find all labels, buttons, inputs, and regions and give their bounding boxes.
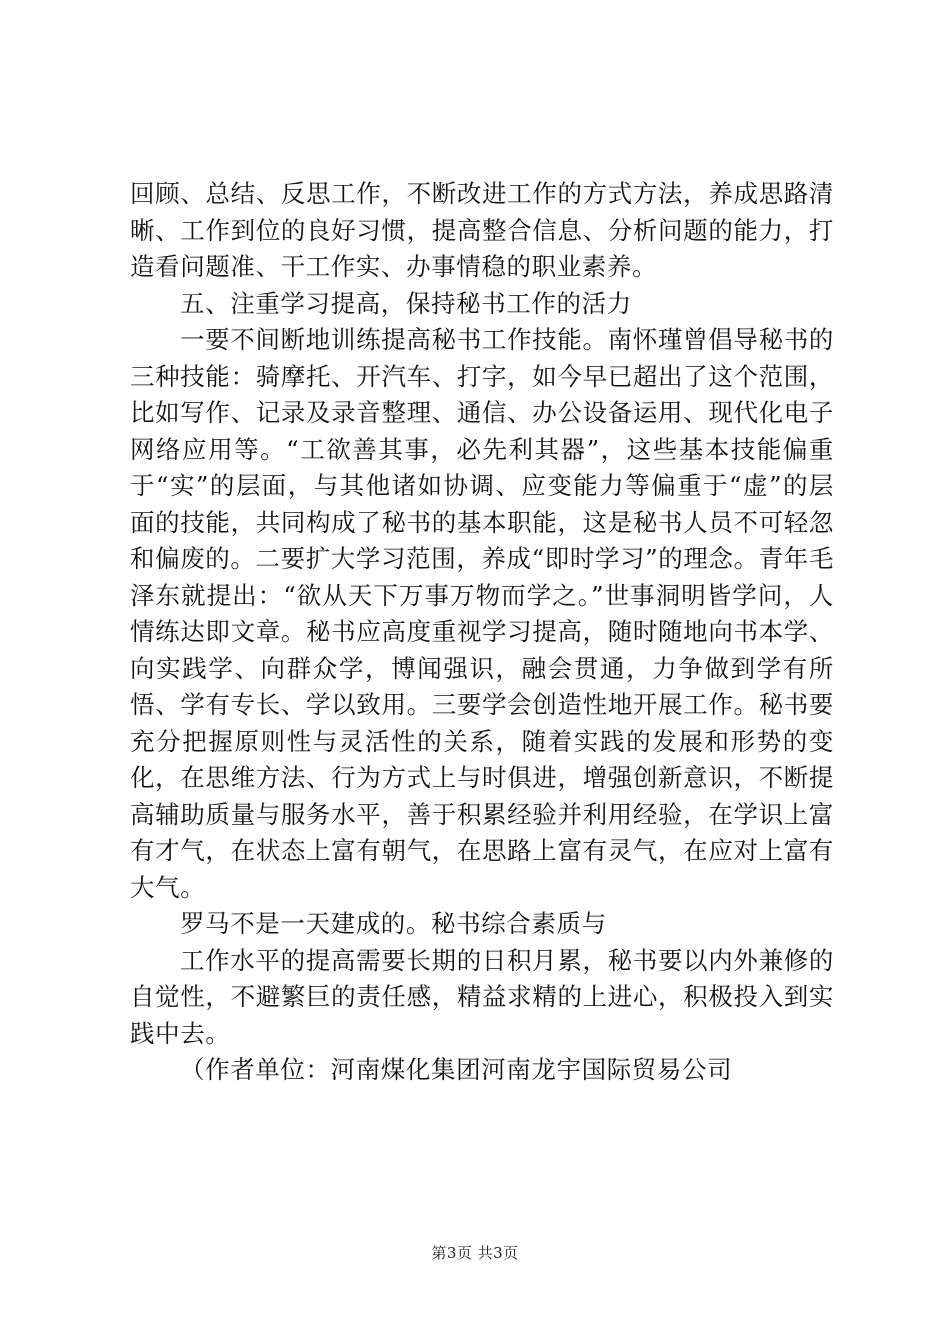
section-heading: 五、注重学习提高，保持秘书工作的活力 <box>180 288 632 318</box>
author-affiliation: （作者单位：河南煤化集团河南龙宇国际贸易公司 <box>180 1055 733 1084</box>
paragraph-1: 回顾、总结、反思工作，不断改进工作的方式方法，养成思路清晰、工作到位的良好习惯，提高整合信息、分析问题的能力，打造看问题准、干工作实、办事情稳的职业素养。 <box>130 179 834 281</box>
paragraph-4: 罗马不是一天建成的。秘书综合素质与 <box>180 909 607 938</box>
page-number-footer: 第3页 共3页 <box>431 1244 519 1262</box>
paragraph-5: 工作水平的提高需要长期的日积月累，秘书要以内外兼修的自觉性，不避繁巨的责任感，精益求精的上进心，积极投入到实践中去。 <box>130 945 834 1048</box>
document-body <box>130 176 834 1089</box>
paragraph-3: 一要不间断地训练提高秘书工作技能。南怀瑾曾倡导秘书的三种技能：骑摩托、开汽车、打字，如今早已超出了这个范围，比如写作、记录及录音整理、通信、办公设备运用、现代化电子网络应用等。“工欲善其事，必先利其器”，这些基本技能偏重于“实”的层面，与其他诸如协调、应变能力等偏重于“虚”的层面的技能，共同构成了秘书的基本职能，这是秘书人员不可轻忽和偏废的。二要扩大学习范围，养成“即时学习”的理念。青年毛泽东就提出：“欲从天下万事万物而学之。”世事洞明皆学问，人情练达即文章。秘书应高度重视学习提高，随时随地向书本学、向实践学、向群众学，博闻强识，融会贯通，力争做到学有所悟、学有专长、学以致用。三要学会创造性地开展工作。秘书要充分把握原则性与灵活性的关系，随着实践的发展和形势的变化，在思维方法、行为方式上与时俱进，增强创新意识，不断提高辅助质量与服务水平，善于积累经验并利用经验，在学识上富有才气，在状态上富有朝气，在思路上富有灵气，在应对上富有大气。 <box>130 325 834 902</box>
